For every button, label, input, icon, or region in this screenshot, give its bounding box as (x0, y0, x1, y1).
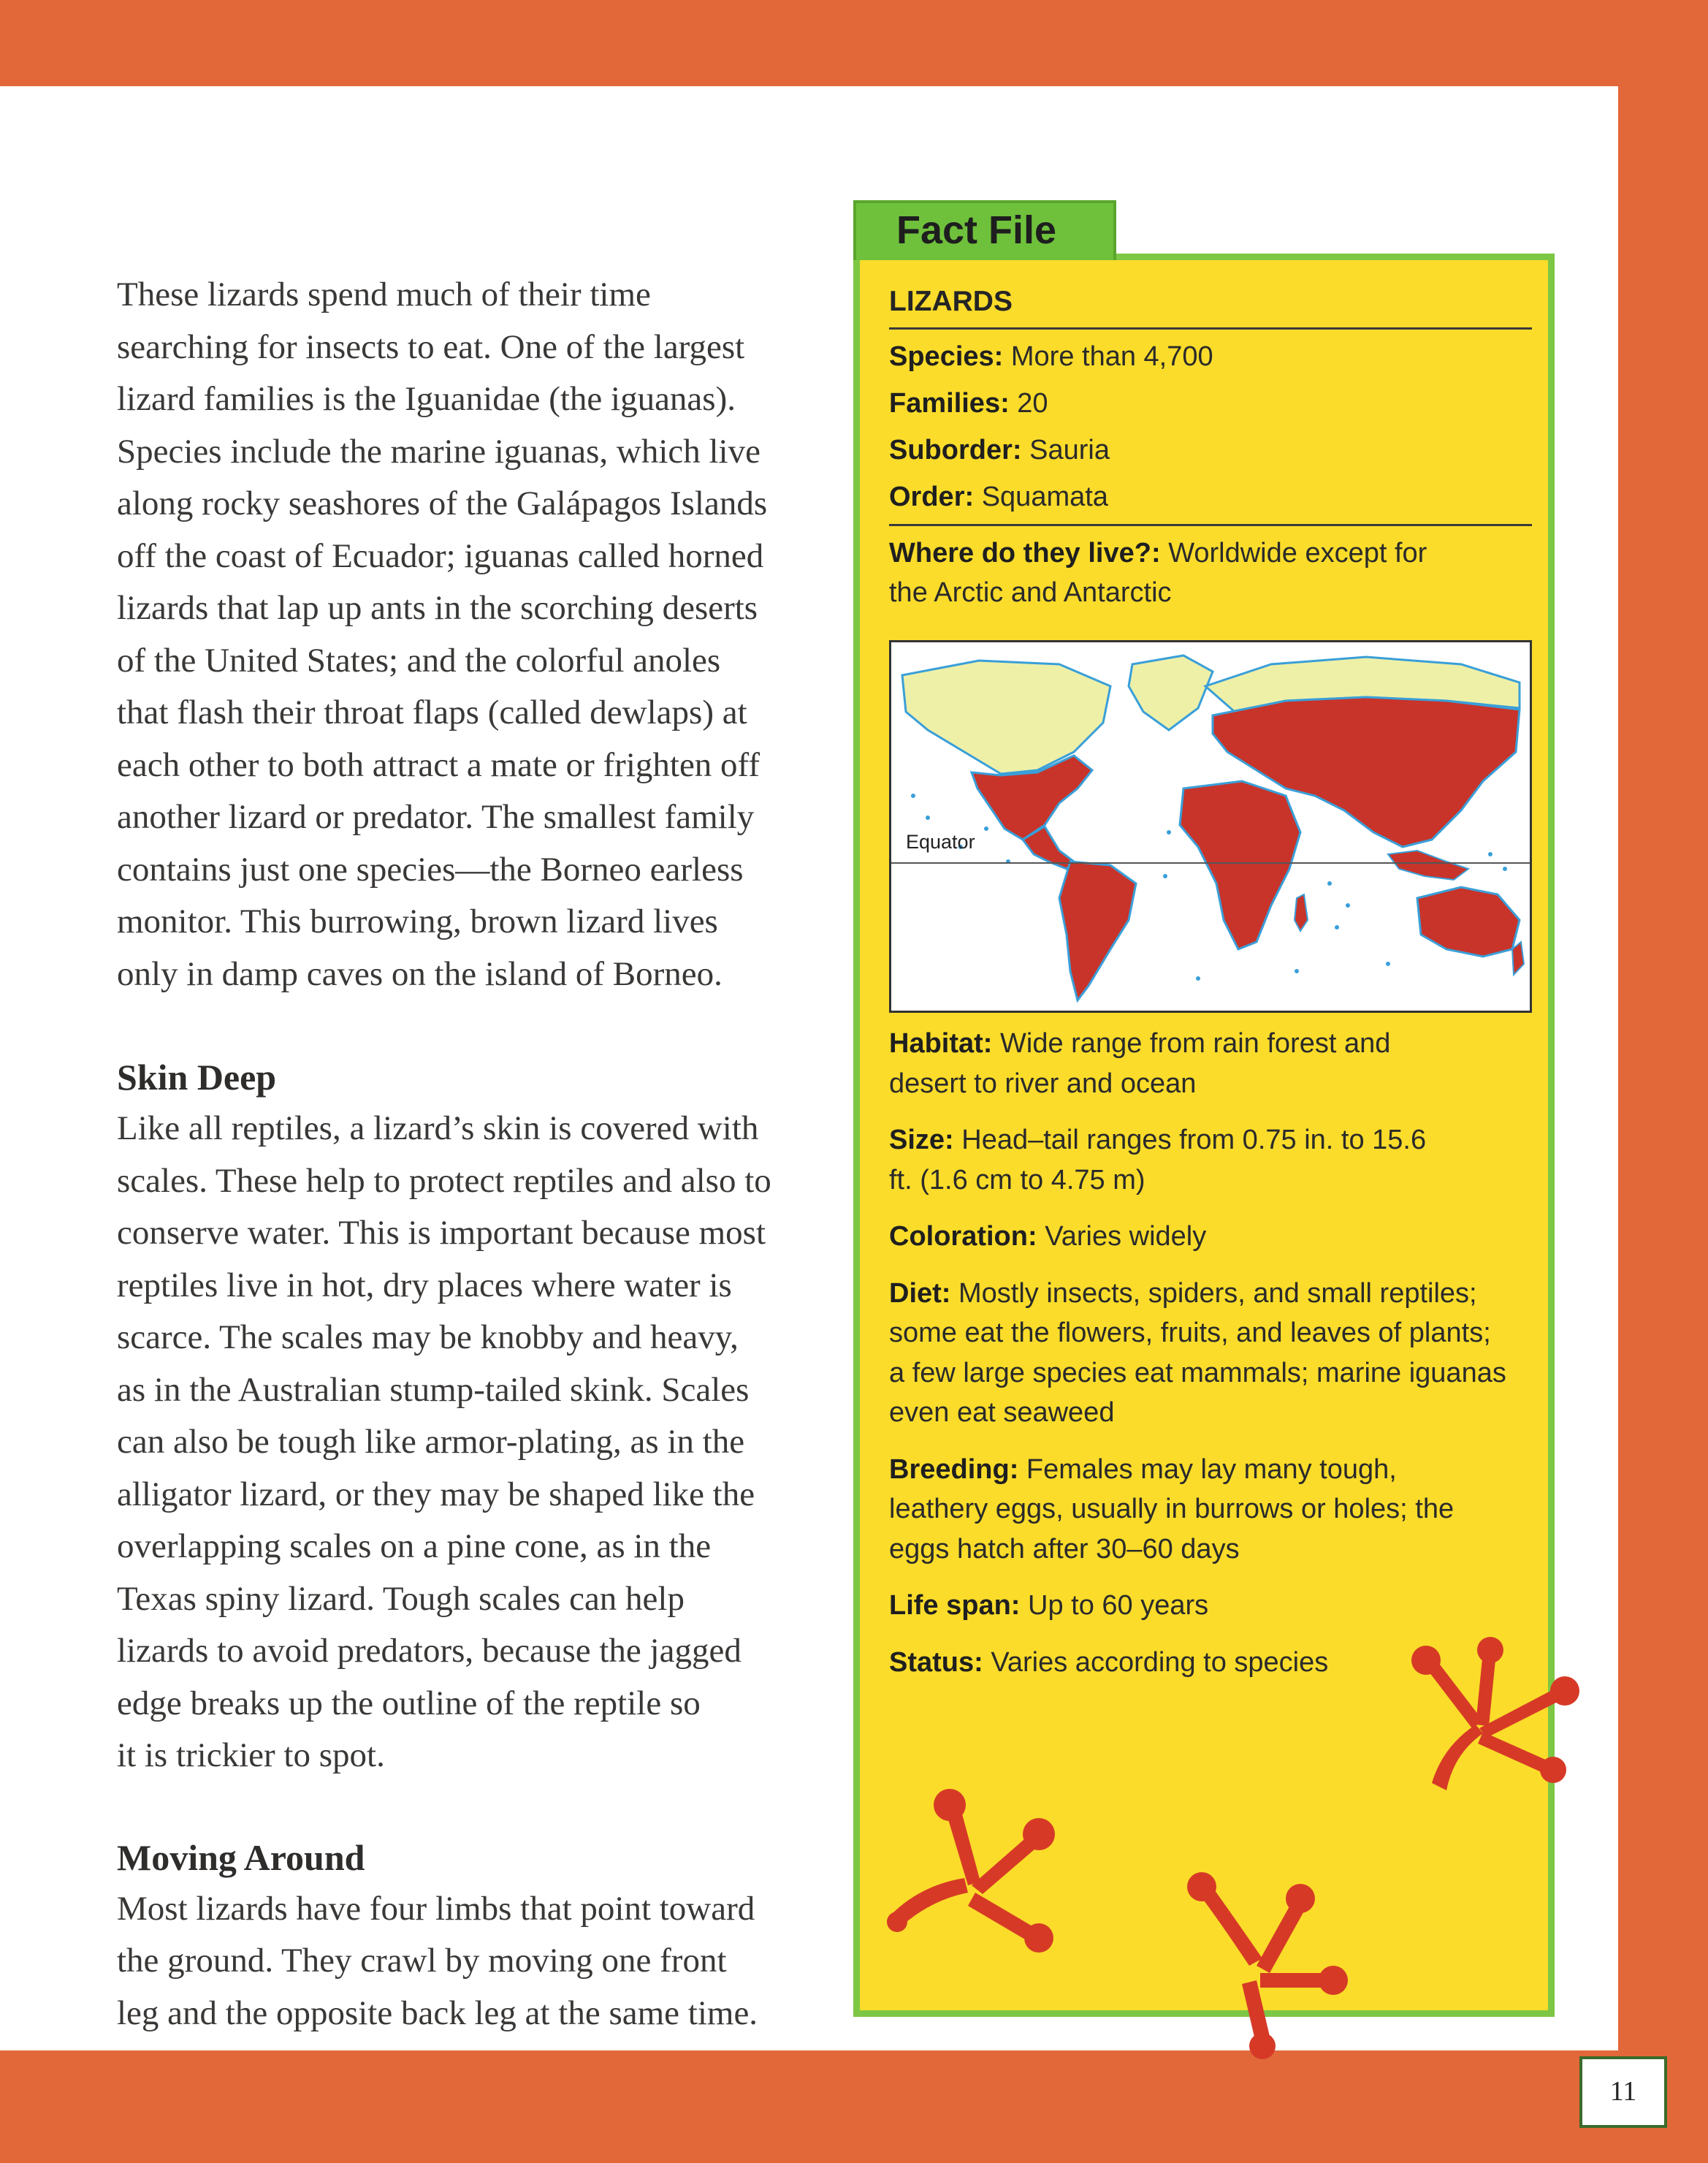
fact-species: Species: More than 4,700 (889, 341, 1213, 372)
section-heading-moving-around: Moving Around (117, 1836, 365, 1878)
section-heading-skin-deep: Skin Deep (117, 1057, 277, 1098)
divider (889, 327, 1532, 330)
fact-file-upper (889, 282, 1532, 621)
skin-deep-paragraph: Like all reptiles, a lizard’s skin is covered with scales. These help to protect reptiles and also to conserve water. This is important because most reptiles live in hot, dry places where water is scarce. The scales may be knobby and heavy, as in the Australian stump-tailed skink. Scales can also be tough like armor-plating, as in the alligator lizard, or they may be shaped like the overlapping scales on a pine cone, as in the Texas spiny lizard. Tough scales can help lizards to avoid predators, because the jagged edge breaks up the outline of the reptile so it is trickier to spot. (117, 1109, 771, 1774)
fact-file-tab (853, 200, 1116, 260)
intro-paragraph: These lizards spend much of their time searching for insects to eat. One of the largest lizard families is the Iguanidae (the iguanas). Species include the marine iguanas, which live along rocky seashores of the Galápagos Islands off the coast of Ecuador; iguanas called horned lizards that lap up ants in the scorching deserts of the United States; and the colorful anoles that flash their throat flaps (called dewlaps) at each other to both attract a mate or frighten off another lizard or predator. The smallest family contains just one species—the Borneo earless monitor. This burrowing, brown lizard lives only in damp caves on the island of Borneo. (117, 275, 768, 993)
equator-label: Equator (906, 831, 975, 853)
fact-lifespan: Life span: Up to 60 years (889, 1590, 1209, 1621)
world-map (891, 642, 1530, 1011)
fact-order: Order: Squamata (889, 482, 1108, 512)
fact-size: Size: Head–tail ranges from 0.75 in. to 15.6 ft. (1.6 cm to 4.75 m) (889, 1125, 1427, 1195)
fact-status: Status: Varies according to species (889, 1646, 1329, 1678)
divider (889, 524, 1532, 526)
fact-diet: Diet: Mostly insects, spiders, and small reptiles; some eat the flowers, fruits, and leaves of plants; a few large species eat mammals; marine iguanas even eat seaweed (889, 1277, 1506, 1428)
footprint-icon (877, 1783, 1067, 1958)
fact-coloration: Coloration: Varies widely (889, 1221, 1207, 1252)
fact-file-lower (889, 1024, 1532, 1699)
fact-families: Families: 20 (889, 388, 1048, 419)
fact-breeding: Breeding: Females may lay many tough, leathery eggs, usually in burrows or holes; the eggs hatch after 30–60 days (889, 1453, 1455, 1565)
fact-where: Where do they live?: Worldwide except for the Arctic and Antarctic (889, 538, 1427, 608)
body-column (117, 269, 818, 2040)
fact-habitat: Habitat: Wide range from rain forest and desert to river and ocean (889, 1028, 1391, 1099)
distribution-map (889, 640, 1532, 1013)
fact-file-title: LIZARDS (889, 286, 1013, 317)
fact-suborder: Suborder: Sauria (889, 435, 1110, 465)
footprint-icon (1169, 1871, 1359, 2061)
page-number: 11 (1579, 2056, 1667, 2128)
moving-around-paragraph: Most lizards have four limbs that point toward the ground. They crawl by moving one front leg and the opposite back leg at the same time. (117, 1889, 758, 2032)
fact-file-tab-label: Fact File (896, 208, 1057, 252)
footprint-icon (1373, 1637, 1593, 1805)
